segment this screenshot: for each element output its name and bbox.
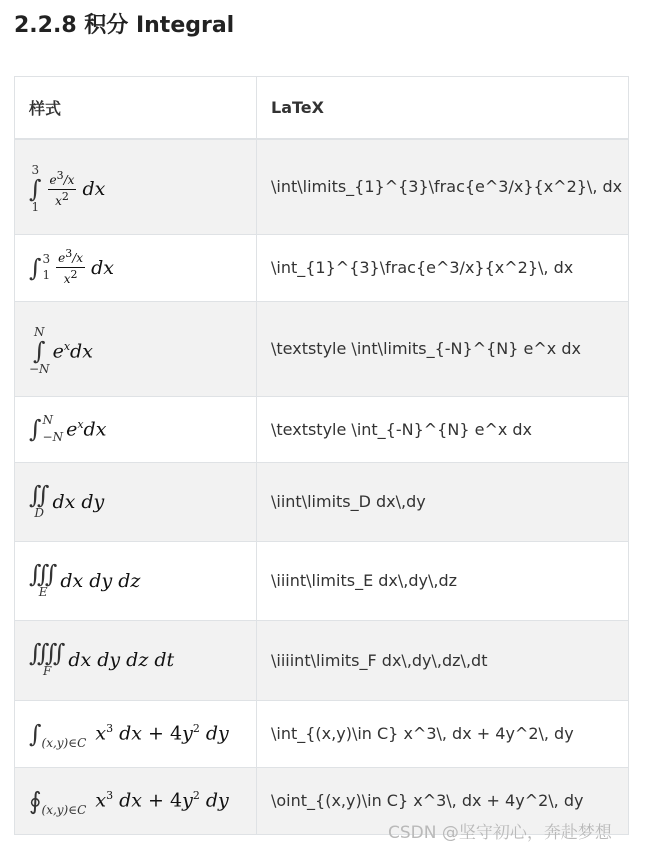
table-row xyxy=(15,139,629,234)
table-row xyxy=(15,700,629,767)
rendered-formula: 3 ∫ 1 $\frac{e^3/x}{x^2}$ dx xyxy=(15,139,257,234)
table-row xyxy=(15,301,629,396)
header-latex: LaTeX xyxy=(257,77,629,140)
integral-table xyxy=(14,76,629,835)
table-row xyxy=(15,620,629,700)
latex-source: \iiint\limits_E dx\,dy\,dz xyxy=(257,541,629,620)
table-header-row xyxy=(15,77,629,140)
latex-source: \textstyle \int_{-N}^{N} e^x dx xyxy=(257,396,629,462)
latex-source: \iint\limits_D dx\,dy xyxy=(257,462,629,541)
table-row xyxy=(15,462,629,541)
rendered-formula: ∬ D dx dy xyxy=(15,462,257,541)
rendered-formula: ∮ (x,y)∈C $x^3$ dx + $4y^2$ dy xyxy=(15,767,257,834)
header-style: 样式 xyxy=(15,77,257,140)
latex-source: \textstyle \int\limits_{-N}^{N} e^x dx xyxy=(257,301,629,396)
table-row xyxy=(15,234,629,301)
rendered-formula: ∫ N −N $e^xdx$ xyxy=(15,396,257,462)
table-row xyxy=(15,541,629,620)
latex-source: \iiiint\limits_F dx\,dy\,dz\,dt xyxy=(257,620,629,700)
rendered-formula: ∭ E dx dy dz xyxy=(15,541,257,620)
latex-source: \int_{(x,y)\in C} x^3\, dx + 4y^2\, dy xyxy=(257,700,629,767)
watermark: CSDN @坚守初心，奔赴梦想 xyxy=(388,823,612,843)
rendered-formula: ∫ 3 1 $\frac{e^3/x}{x^2}$ dx xyxy=(15,234,257,301)
rendered-formula: ⨌ F dx dy dz dt xyxy=(15,620,257,700)
section-heading: 2.2.8 积分 Integral xyxy=(14,13,235,38)
latex-source: \oint_{(x,y)\in C} x^3\, dx + 4y^2\, dy xyxy=(257,767,629,834)
rendered-formula: ∫ (x,y)∈C $x^3$ dx + $4y^2$ dy xyxy=(15,700,257,767)
latex-source: \int_{1}^{3}\frac{e^3/x}{x^2}\, dx xyxy=(257,234,629,301)
rendered-formula: N ∫ −N $e^xdx$ xyxy=(15,301,257,396)
latex-source: \int\limits_{1}^{3}\frac{e^3/x}{x^2}\, dx xyxy=(257,139,629,234)
table-row xyxy=(15,396,629,462)
